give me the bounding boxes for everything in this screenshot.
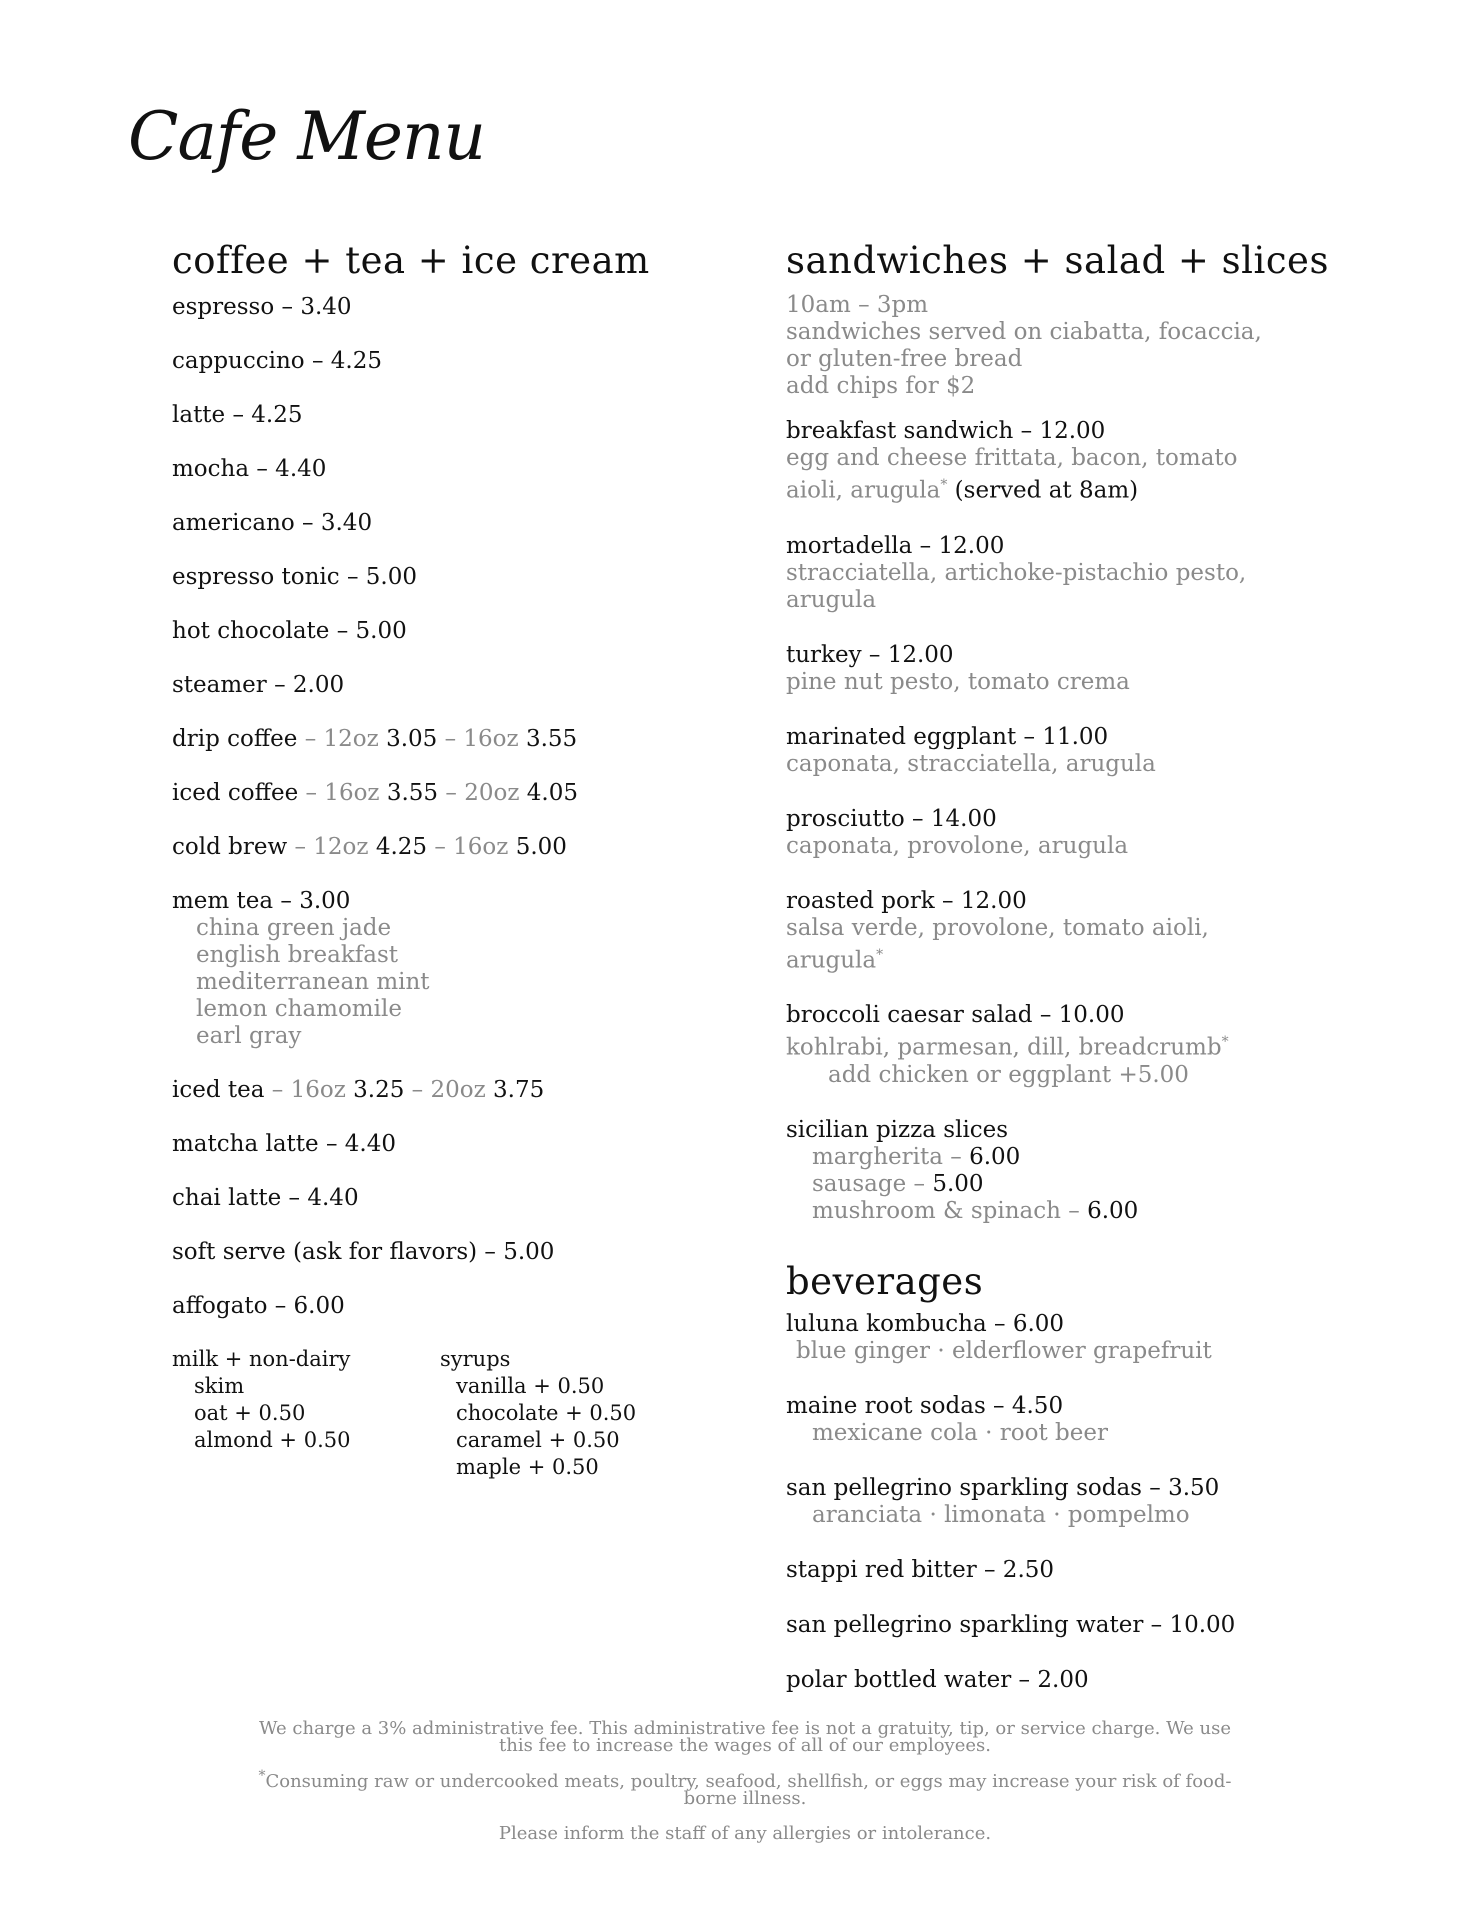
item-name: prosciutto – 14.00 (786, 805, 997, 832)
item-name: mem tea – 3.00 (172, 888, 351, 914)
menu-item: steamer – 2.00 (172, 672, 345, 698)
asterisk: * (1221, 1034, 1229, 1051)
item-name: maine root sodas – 4.50 (786, 1392, 1064, 1419)
sandwich-item (786, 533, 1426, 614)
tea-flavor: china green jade (196, 915, 392, 941)
mem-tea-item (172, 888, 732, 1050)
sandwich-item (786, 724, 1426, 778)
item-name: luluna kombucha – 6.00 (786, 1310, 1065, 1337)
item-description: salsa verde, provolone, tomato aioli, (786, 914, 1209, 941)
price: 5.00 (932, 1170, 984, 1197)
tea-flavor: earl gray (196, 1023, 302, 1049)
item-description: egg and cheese frittata, bacon, tomato (786, 445, 1238, 471)
beverage-item (786, 1311, 1426, 1365)
item-name: turkey – 12.00 (786, 641, 954, 668)
milk-heading: milk + non-dairy (172, 1347, 351, 1371)
item-description: caponata, stracciatella, arugula (786, 750, 1156, 777)
item-name: roasted pork – 12.00 (786, 887, 1027, 914)
menu-item: espresso tonic – 5.00 (172, 564, 417, 590)
milk-options (172, 1346, 440, 1481)
menu-item: espresso – 3.40 (172, 294, 352, 320)
item-description: stracciatella, artichoke-pistachio pesto, (786, 559, 1247, 586)
menu-item: matcha latte – 4.40 (172, 1131, 396, 1157)
size-label: – 16oz (264, 1077, 354, 1103)
price: 4.05 (526, 780, 578, 806)
price: 3.05 (386, 726, 438, 752)
allergy-notice: Please inform the staff of any allergies or intolerance. (498, 1823, 992, 1844)
iced-tea-item (172, 1077, 732, 1104)
menu-item: hot chocolate – 5.00 (172, 618, 407, 644)
size-label: – 16oz (427, 834, 516, 860)
milk-option: oat + 0.50 (194, 1401, 306, 1425)
milk-option: almond + 0.50 (194, 1428, 351, 1452)
asterisk: * (258, 1768, 266, 1784)
intro-line: add chips for $2 (786, 373, 976, 399)
section-heading: coffee + tea + ice cream (172, 239, 650, 282)
item-description (786, 472, 1426, 505)
beverage-item: polar bottled water – 2.00 (786, 1666, 1089, 1693)
price: 6.00 (969, 1143, 1021, 1170)
price: 4.25 (375, 834, 428, 860)
fee-line: this fee to increase the wages of all of our employees. (499, 1735, 991, 1756)
item-description: arugula (786, 586, 877, 613)
item-description: blue ginger · elderflower grapefruit (796, 1337, 1212, 1364)
price: 3.55 (525, 726, 578, 752)
fee-notice (180, 1720, 1310, 1754)
cold-brew-item (172, 834, 732, 861)
item-name: iced tea (172, 1077, 265, 1103)
item-name: mortadella – 12.00 (786, 532, 1005, 559)
asterisk: * (940, 477, 948, 493)
intro-line: or gluten-free bread (786, 346, 1023, 372)
item-description: pine nut pesto, tomato crema (786, 668, 1130, 695)
beverage-item: stappi red bitter – 2.50 (786, 1556, 1055, 1583)
beverage-item (786, 1475, 1426, 1529)
intro-line: 10am – 3pm (786, 292, 929, 318)
item-name: breakfast sandwich – 12.00 (786, 418, 1106, 444)
item-name: drip coffee (172, 726, 298, 752)
pizza-item (786, 1117, 1426, 1225)
item-name: san pellegrino sparkling sodas – 3.50 (786, 1474, 1220, 1501)
menu-item: chai latte – 4.40 (172, 1185, 359, 1211)
drip-coffee-item (172, 726, 732, 753)
serving-note: (served at 8am) (947, 477, 1139, 504)
milk-option: skim (194, 1374, 245, 1398)
sandwich-item (786, 806, 1426, 860)
syrup-option: maple + 0.50 (456, 1455, 599, 1479)
sandwich-item (786, 418, 1426, 505)
price: 3.75 (493, 1077, 545, 1103)
item-description: aranciata · limonata · pompelmo (812, 1501, 1190, 1528)
item-name: broccoli caesar salad – 10.00 (786, 1002, 1125, 1029)
salad-item (786, 1002, 1426, 1089)
item-description (786, 942, 1426, 975)
menu-item: americano – 3.40 (172, 510, 373, 536)
warning-line: Consuming raw or undercooked meats, poultry, seafood, shellfish, or eggs may increase your risk of food- (265, 1771, 1232, 1792)
sandwich-intro (786, 292, 1426, 400)
item-name: marinated eggplant – 11.00 (786, 723, 1109, 750)
size-label: – 16oz (437, 726, 526, 752)
beverage-item: san pellegrino sparkling water – 10.00 (786, 1611, 1236, 1638)
menu-item: latte – 4.25 (172, 402, 303, 428)
menu-item: affogato – 6.00 (172, 1293, 345, 1319)
menu-item: cappuccino – 4.25 (172, 348, 382, 374)
tea-flavor: lemon chamomile (196, 996, 402, 1022)
food-safety-notice (180, 1768, 1310, 1807)
tea-flavor: english breakfast (196, 942, 399, 968)
item-name: iced coffee (172, 780, 299, 806)
size-label: – 20oz (404, 1077, 494, 1103)
item-name: sicilian pizza slices (786, 1116, 1009, 1143)
item-description (786, 1029, 1426, 1062)
tea-flavor: mediterranean mint (196, 969, 430, 995)
slice-flavor: sausage – (812, 1170, 933, 1197)
item-description: mexicane cola · root beer (812, 1419, 1108, 1446)
beverages-heading: beverages (786, 1259, 984, 1303)
iced-coffee-item (172, 780, 732, 807)
footer-notes (180, 1720, 1310, 1856)
menu-title: Cafe Menu (128, 98, 485, 175)
pizza-slice (786, 1198, 1426, 1225)
item-name: cold brew (172, 834, 288, 860)
pizza-slice (786, 1144, 1426, 1171)
sandwiches-section (786, 236, 1426, 1694)
add-ons (172, 1346, 732, 1481)
menu-item: mocha – 4.40 (172, 456, 327, 482)
desc-text: arugula (786, 947, 877, 974)
slice-flavor: mushroom & spinach – (812, 1197, 1088, 1224)
syrup-option: caramel + 0.50 (456, 1428, 620, 1452)
syrup-option: chocolate + 0.50 (456, 1401, 637, 1425)
price: 3.25 (353, 1077, 405, 1103)
fee-line: We charge a 3% administrative fee. This administrative fee is not a gratuity, tip, or service charge. We use (259, 1718, 1231, 1739)
section-heading: sandwiches + salad + slices (786, 239, 1329, 282)
sandwich-item (786, 888, 1426, 975)
price: 5.00 (515, 834, 567, 860)
beverage-item (786, 1393, 1426, 1447)
sandwich-item (786, 642, 1426, 696)
pizza-slice (786, 1171, 1426, 1198)
size-label: – 20oz (438, 780, 527, 806)
syrup-options (440, 1346, 700, 1481)
slice-flavor: margherita – (812, 1143, 970, 1170)
syrups-heading: syrups (440, 1347, 511, 1371)
size-label: – 16oz (298, 780, 387, 806)
add-on-note: add chicken or eggplant +5.00 (828, 1061, 1189, 1088)
desc-text: kohlrabi, parmesan, dill, breadcrumb (786, 1034, 1222, 1061)
price: 6.00 (1087, 1197, 1139, 1224)
coffee-tea-section (172, 236, 732, 1481)
warning-line: borne illness. (683, 1788, 807, 1809)
coffee-items (172, 294, 732, 1320)
asterisk: * (876, 946, 884, 963)
intro-line: sandwiches served on ciabatta, focaccia, (786, 319, 1262, 345)
syrup-option: vanilla + 0.50 (456, 1374, 605, 1398)
desc-text: aioli, arugula (786, 477, 941, 504)
item-description: caponata, provolone, arugula (786, 832, 1129, 859)
size-label: – 12oz (297, 726, 387, 752)
size-label: – 12oz (287, 834, 376, 860)
menu-item: soft serve (ask for flavors) – 5.00 (172, 1239, 555, 1265)
price: 3.55 (386, 780, 439, 806)
